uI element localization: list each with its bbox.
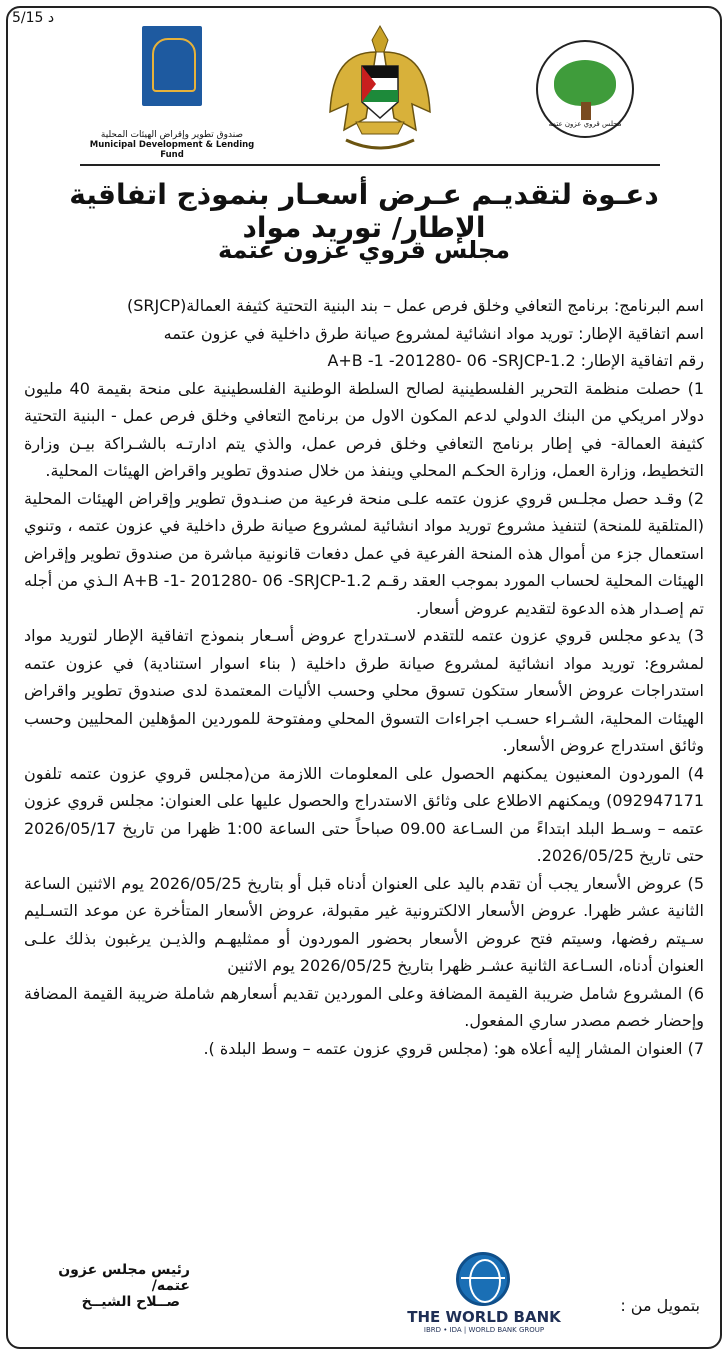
notice-title: دعـوة لتقديـم عـرض أسعـار بنموذج اتفاقية الإطار/ توريد مواد (69, 178, 659, 244)
clause-3: 3) يدعو مجلس قروي عزون عتمه للتقدم لاسـتدراج عروض أسـعار بنموذج اتفاقية الإطار لتوريد مواد لمشروع: توريد مواد انشائية لمشروع صيانة طرق داخلية ( بناء اسوار استنادية) في عزون عتمه استدراجات عروض الأسعار ستكون تسوق محلي وحسب الأليات المعتمدة لدى صندوق تطوير واقراض الهيئات المحلية، الشـراء حسـب اجراءات التسوق المحلي ومفتوحة للموردين المؤهلين المحليين وحسب وثائق استدراج عروض الأسعار. (24, 626, 704, 755)
funding-label: بتمويل من : (620, 1296, 700, 1315)
program-name: اسم البرنامج: برنامج التعافي وخلق فرص عمل – بند البنية التحتية كثيفة العمالة(SRJCP) (127, 296, 704, 315)
clause-6: 6) المشروع شامل ضريبة القيمة المضافة وعلى الموردين تقديم أسعارهم شاملة ضريبة القيمة المضافة وإحضار خصم مصدر ساري المفعول. (24, 983, 704, 1030)
clause-5: 5) عروض الأسعار يجب أن تقدم باليد على العنوان أدناه قبل أو بتاريخ 2026/05/25 يوم الاثنين الساعة الثانية عشر ظهرا. عروض الأسعار الالكترونية غير مقبولة، عروض الأسعار المتأخرة عن موعد التسـليم سـيتم رفضها، وسيتم فتح عروض الأسعار بحضور الموردون أو ممثليهـم والذيـن يرغبون بذلك علـى العنوان أدناه، السـاعة الثانية عشـر ظهرا بتاريخ 2026/05/25 يوم الاثنين (24, 873, 704, 975)
clause-2: 2) وقـد حصل مجلـس قروي عزون عتمه علـى منحة فرعية من صنـدوق تطوير وإقراض الهيئات المحلية (المتلقية للمنحة) لتنفيذ مشروع توريد مواد انشائية لمشروع صيانة طرق داخلية في عزون عتمه ، وتنوي استعمال جزء من أموال هذه المنحة الفرعية في عمل دفعات قانونية مباشرة من صندوق تطوير وإقراض الهيئات المحلية لحساب المورد بموجب العقد رقـم A+B -1- 201280- 06 -SRJCP-1.2 الـذي من أجله تم إصـدار هذه الدعوة لتقديم عروض أسعار. (24, 488, 704, 618)
tree-icon (554, 60, 616, 106)
header-divider (80, 164, 660, 166)
fund-name-ar: صندوق تطوير وإقراض الهيئات المحلية (100, 130, 244, 140)
world-bank-name: THE WORLD BANK (407, 1308, 561, 1326)
agreement-name: اسم اتفاقية الإطار: توريد مواد انشائية لمشروع صيانة طرق داخلية في عزون عتمه (163, 323, 704, 343)
fund-logo (82, 26, 262, 160)
reference-number: 5/15 د (12, 10, 55, 26)
world-bank-globe-icon (456, 1252, 510, 1306)
council-logo (536, 40, 634, 138)
council-logo-text: مجلس قروي عزون عتمة (548, 120, 622, 128)
clause-4: 4) الموردون المعنيون يمكنهم الحصول على المعلومات اللازمة من(مجلس قروي عزون عتمه تلفون 092947171) ويمكنهم الاطلاع على وثائق الاستدراج والحصول عليها على العنوان: مجلس قروي عزون عتمه – وسـط البلد ابتداءً من السـاعة 09.00 صباحاً حتى الساعة 1:00 ظهرا من تاريخ 2026/05/17 حتى تاريخ 2026/05/25. (24, 763, 705, 865)
agreement-number: رقم اتفاقية الإطار: A+B -1 -201280- 06 -SRJCP-1.2 (327, 351, 704, 370)
world-bank-subtitle: IBRD • IDA | WORLD BANK GROUP (423, 1326, 545, 1334)
clause-7: 7) العنوان المشار إليه أعلاه هو: (مجلس قروي عزون عتمه – وسط البلدة ). (203, 1038, 704, 1058)
signer-title: رئيس مجلس عزون عتمه/ (58, 1262, 190, 1294)
fund-logo-icon (142, 26, 202, 106)
signer-name: صــلاح الشيــخ (81, 1294, 180, 1310)
notice-subtitle: مجلس قروي عزون عتمة (217, 236, 511, 264)
fund-name-en: Municipal Development & Lending Fund (89, 140, 255, 160)
clause-1: 1) حصلت منظمة التحرير الفلسطينية لصالح السلطة الوطنية الفلسطينية على منحة بقيمة 40 مليون دولار امريكي من البنك الدولي لدعم المكون الاول من برنامج التعافي وخلق فرص عمل - البنية التحتية كثيفة العمالة- في إطار برنامج التعافي وخلق فرص عمل، والذي يتم ادارتـه بالشـراكة بيـن وزارة التخطيط، وزارة العمل، وزارة الحكـم المحلي وينفذ من خلال صندوق تطوير واقراض الهيئات المحلية. (24, 378, 704, 480)
palestine-eagle-emblem-icon (326, 22, 434, 160)
notice-body (24, 292, 704, 1062)
